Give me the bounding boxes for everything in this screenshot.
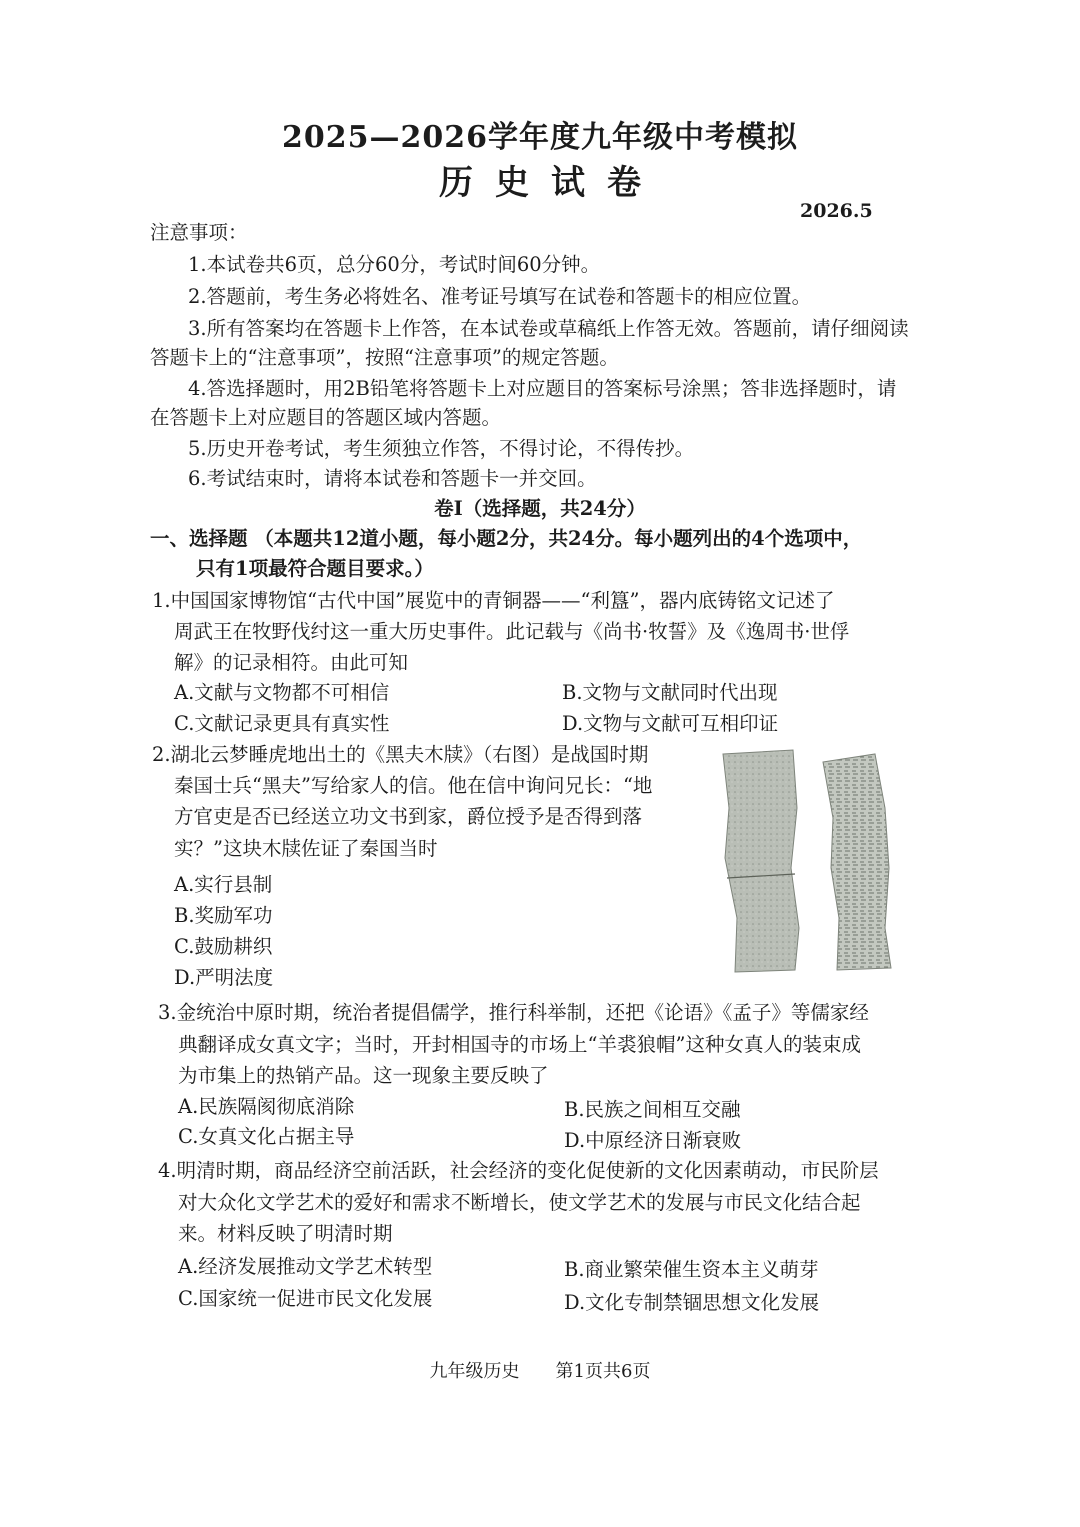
question-1-option-d: D.文物与文献可互相印证	[562, 712, 779, 735]
heifu-wooden-slips-image	[715, 748, 925, 973]
notice-item-3-line-2: 答题卡上的“注意事项”，按照“注意事项”的规定答题。	[150, 346, 619, 369]
section-intro-line-1: 一、选择题 （本题共12道小题，每小题2分，共24分。每小题列出的4个选项中，	[150, 527, 863, 550]
question-4-option-d: D.文化专制禁锢思想文化发展	[564, 1291, 820, 1314]
question-1-line-1: 1.中国国家博物馆“古代中国”展览中的青铜器——“利簋”，器内底铸铭文记述了	[152, 589, 835, 612]
question-2-line-1: 2.湖北云梦睡虎地出土的《黑夫木牍》（右图）是战国时期	[152, 743, 649, 766]
question-3-line-2: 典翻译成女真文字；当时，开封相国寺的市场上“羊裘狼帽”这种女真人的装束成	[178, 1033, 861, 1056]
question-2-option-c: C.鼓励耕织	[174, 935, 273, 958]
question-1-option-a: A.文献与文物都不可相信	[174, 681, 390, 704]
question-3-line-1: 3.金统治中原时期，统治者提倡儒学，推行科举制，还把《论语》《孟子》等儒家经	[158, 1001, 869, 1024]
question-2-line-3: 方官吏是否已经送立功文书到家，爵位授予是否得到落	[174, 805, 643, 828]
exam-subject: 历史试卷	[439, 163, 663, 203]
question-2-option-a: A.实行县制	[174, 873, 273, 896]
question-3-option-c: C.女真文化占据主导	[178, 1125, 355, 1148]
question-4-line-3: 来。材料反映了明清时期	[178, 1222, 393, 1245]
question-3-option-a: A.民族隔阂彻底消除	[178, 1095, 355, 1118]
question-2-line-2: 秦国士兵“黑夫”写给家人的信。他在信中询问兄长：“地	[174, 774, 653, 797]
question-3-option-d: D.中原经济日渐衰败	[564, 1129, 742, 1152]
question-4-line-1: 4.明清时期，商品经济空前活跃，社会经济的变化促使新的文化因素萌动，市民阶层	[158, 1159, 879, 1182]
question-1-option-c: C.文献记录更具有真实性	[174, 712, 390, 735]
question-1-line-2: 周武王在牧野伐纣这一重大历史事件。此记载与《尚书·牧誓》及《逸周书·世俘	[174, 620, 850, 643]
question-4-option-c: C.国家统一促进市民文化发展	[178, 1287, 433, 1310]
wooden-slips-icon	[715, 748, 925, 973]
question-3-option-b: B.民族之间相互交融	[564, 1098, 741, 1121]
question-1-option-b: B.文物与文献同时代出现	[562, 681, 778, 704]
notice-item-4-line-1: 4.答选择题时，用2B铅笔将答题卡上对应题目的答案标号涂黑；答非选择题时，请	[188, 377, 897, 400]
question-4-option-b: B.商业繁荣催生资本主义萌芽	[564, 1258, 819, 1281]
question-4-line-2: 对大众化文学艺术的爱好和需求不断增长，使文学艺术的发展与市民文化结合起	[178, 1191, 861, 1214]
exam-title: 2025—2026学年度九年级中考模拟	[282, 120, 798, 155]
exam-date: 2026.5	[800, 200, 873, 222]
notice-heading: 注意事项：	[150, 221, 248, 244]
question-1-line-3: 解》的记录相符。由此可知	[174, 651, 409, 674]
notice-item-1: 1.本试卷共6页，总分60分，考试时间60分钟。	[188, 253, 601, 276]
notice-item-3-line-1: 3.所有答案均在答题卡上作答，在本试卷或草稿纸上作答无效。答题前，请仔细阅读	[188, 317, 909, 340]
question-2-option-b: B.奖励军功	[174, 904, 273, 927]
section-intro-line-2: 只有1项最符合题目要求。）	[196, 557, 434, 580]
notice-item-4-line-2: 在答题卡上对应题目的答题区域内答题。	[150, 406, 502, 429]
question-2-line-4: 实？”这块木牍佐证了秦国当时	[174, 837, 438, 860]
section-title: 卷Ⅰ（选择题，共24分）	[434, 497, 646, 520]
page-footer: 九年级历史 第1页共6页	[429, 1361, 651, 1382]
notice-item-2: 2.答题前，考生务必将姓名、准考证号填写在试卷和答题卡的相应位置。	[188, 285, 812, 308]
question-4-option-a: A.经济发展推动文学艺术转型	[178, 1255, 433, 1278]
question-3-line-3: 为市集上的热销产品。这一现象主要反映了	[178, 1064, 549, 1087]
notice-item-5: 5.历史开卷考试，考生须独立作答，不得讨论，不得传抄。	[188, 437, 695, 460]
question-2-option-d: D.严明法度	[174, 966, 274, 989]
notice-item-6: 6.考试结束时，请将本试卷和答题卡一并交回。	[188, 467, 597, 490]
